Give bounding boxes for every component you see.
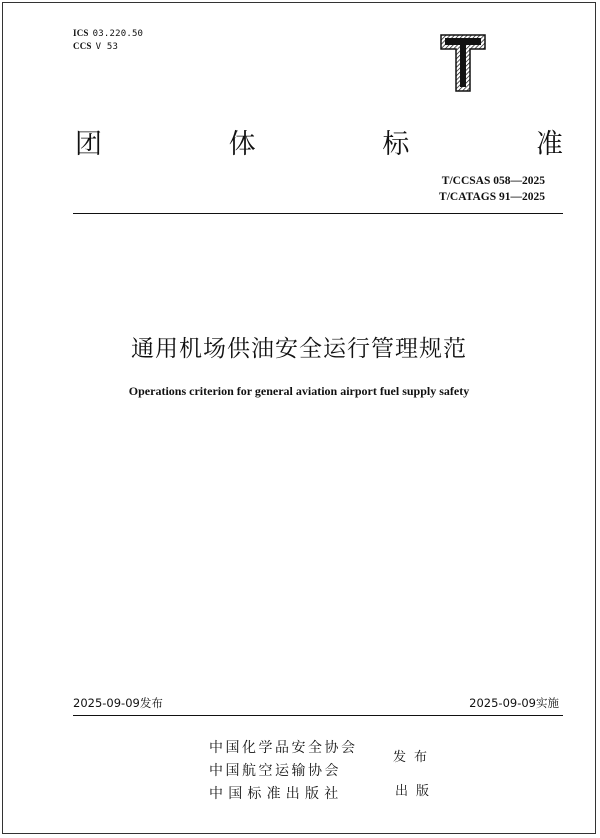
standard-code: T/CATAGS 91—2025 bbox=[439, 191, 545, 203]
category-char: 准 bbox=[535, 128, 563, 160]
publisher-list bbox=[209, 737, 358, 806]
category-char: 体 bbox=[228, 128, 256, 160]
t-logo-icon bbox=[437, 31, 489, 95]
issue-date: 2025-09-09发布 bbox=[73, 696, 163, 710]
ics-code bbox=[73, 28, 143, 39]
release-label: 发布 bbox=[393, 750, 436, 765]
title-english: Operations criterion for general aviation airport fuel supply safety bbox=[128, 384, 470, 398]
ccs-label: CCS bbox=[73, 41, 92, 51]
publisher-name: 中国标准出版社 bbox=[209, 786, 344, 802]
standard-cover-page bbox=[2, 2, 596, 834]
ccs-code bbox=[73, 41, 118, 52]
top-divider bbox=[73, 213, 563, 214]
effective-date: 2025-09-09实施 bbox=[469, 696, 559, 710]
ccs-value: V 53 bbox=[95, 42, 119, 52]
category-char: 标 bbox=[382, 128, 410, 160]
bottom-divider bbox=[73, 715, 563, 716]
title-chinese: 通用机场供油安全运行管理规范 bbox=[131, 336, 467, 362]
standard-codes bbox=[439, 173, 545, 205]
publish-label: 出版 bbox=[395, 784, 438, 799]
ics-value: 03.220.50 bbox=[92, 29, 144, 39]
standard-category bbox=[75, 123, 563, 159]
category-char: 团 bbox=[75, 128, 102, 160]
publisher-name: 中国化学品安全协会 bbox=[209, 740, 358, 756]
publisher-name: 中国航空运输协会 bbox=[209, 763, 341, 779]
ics-label: ICS bbox=[73, 28, 89, 38]
standard-code: T/CCSAS 058—2025 bbox=[441, 175, 545, 187]
